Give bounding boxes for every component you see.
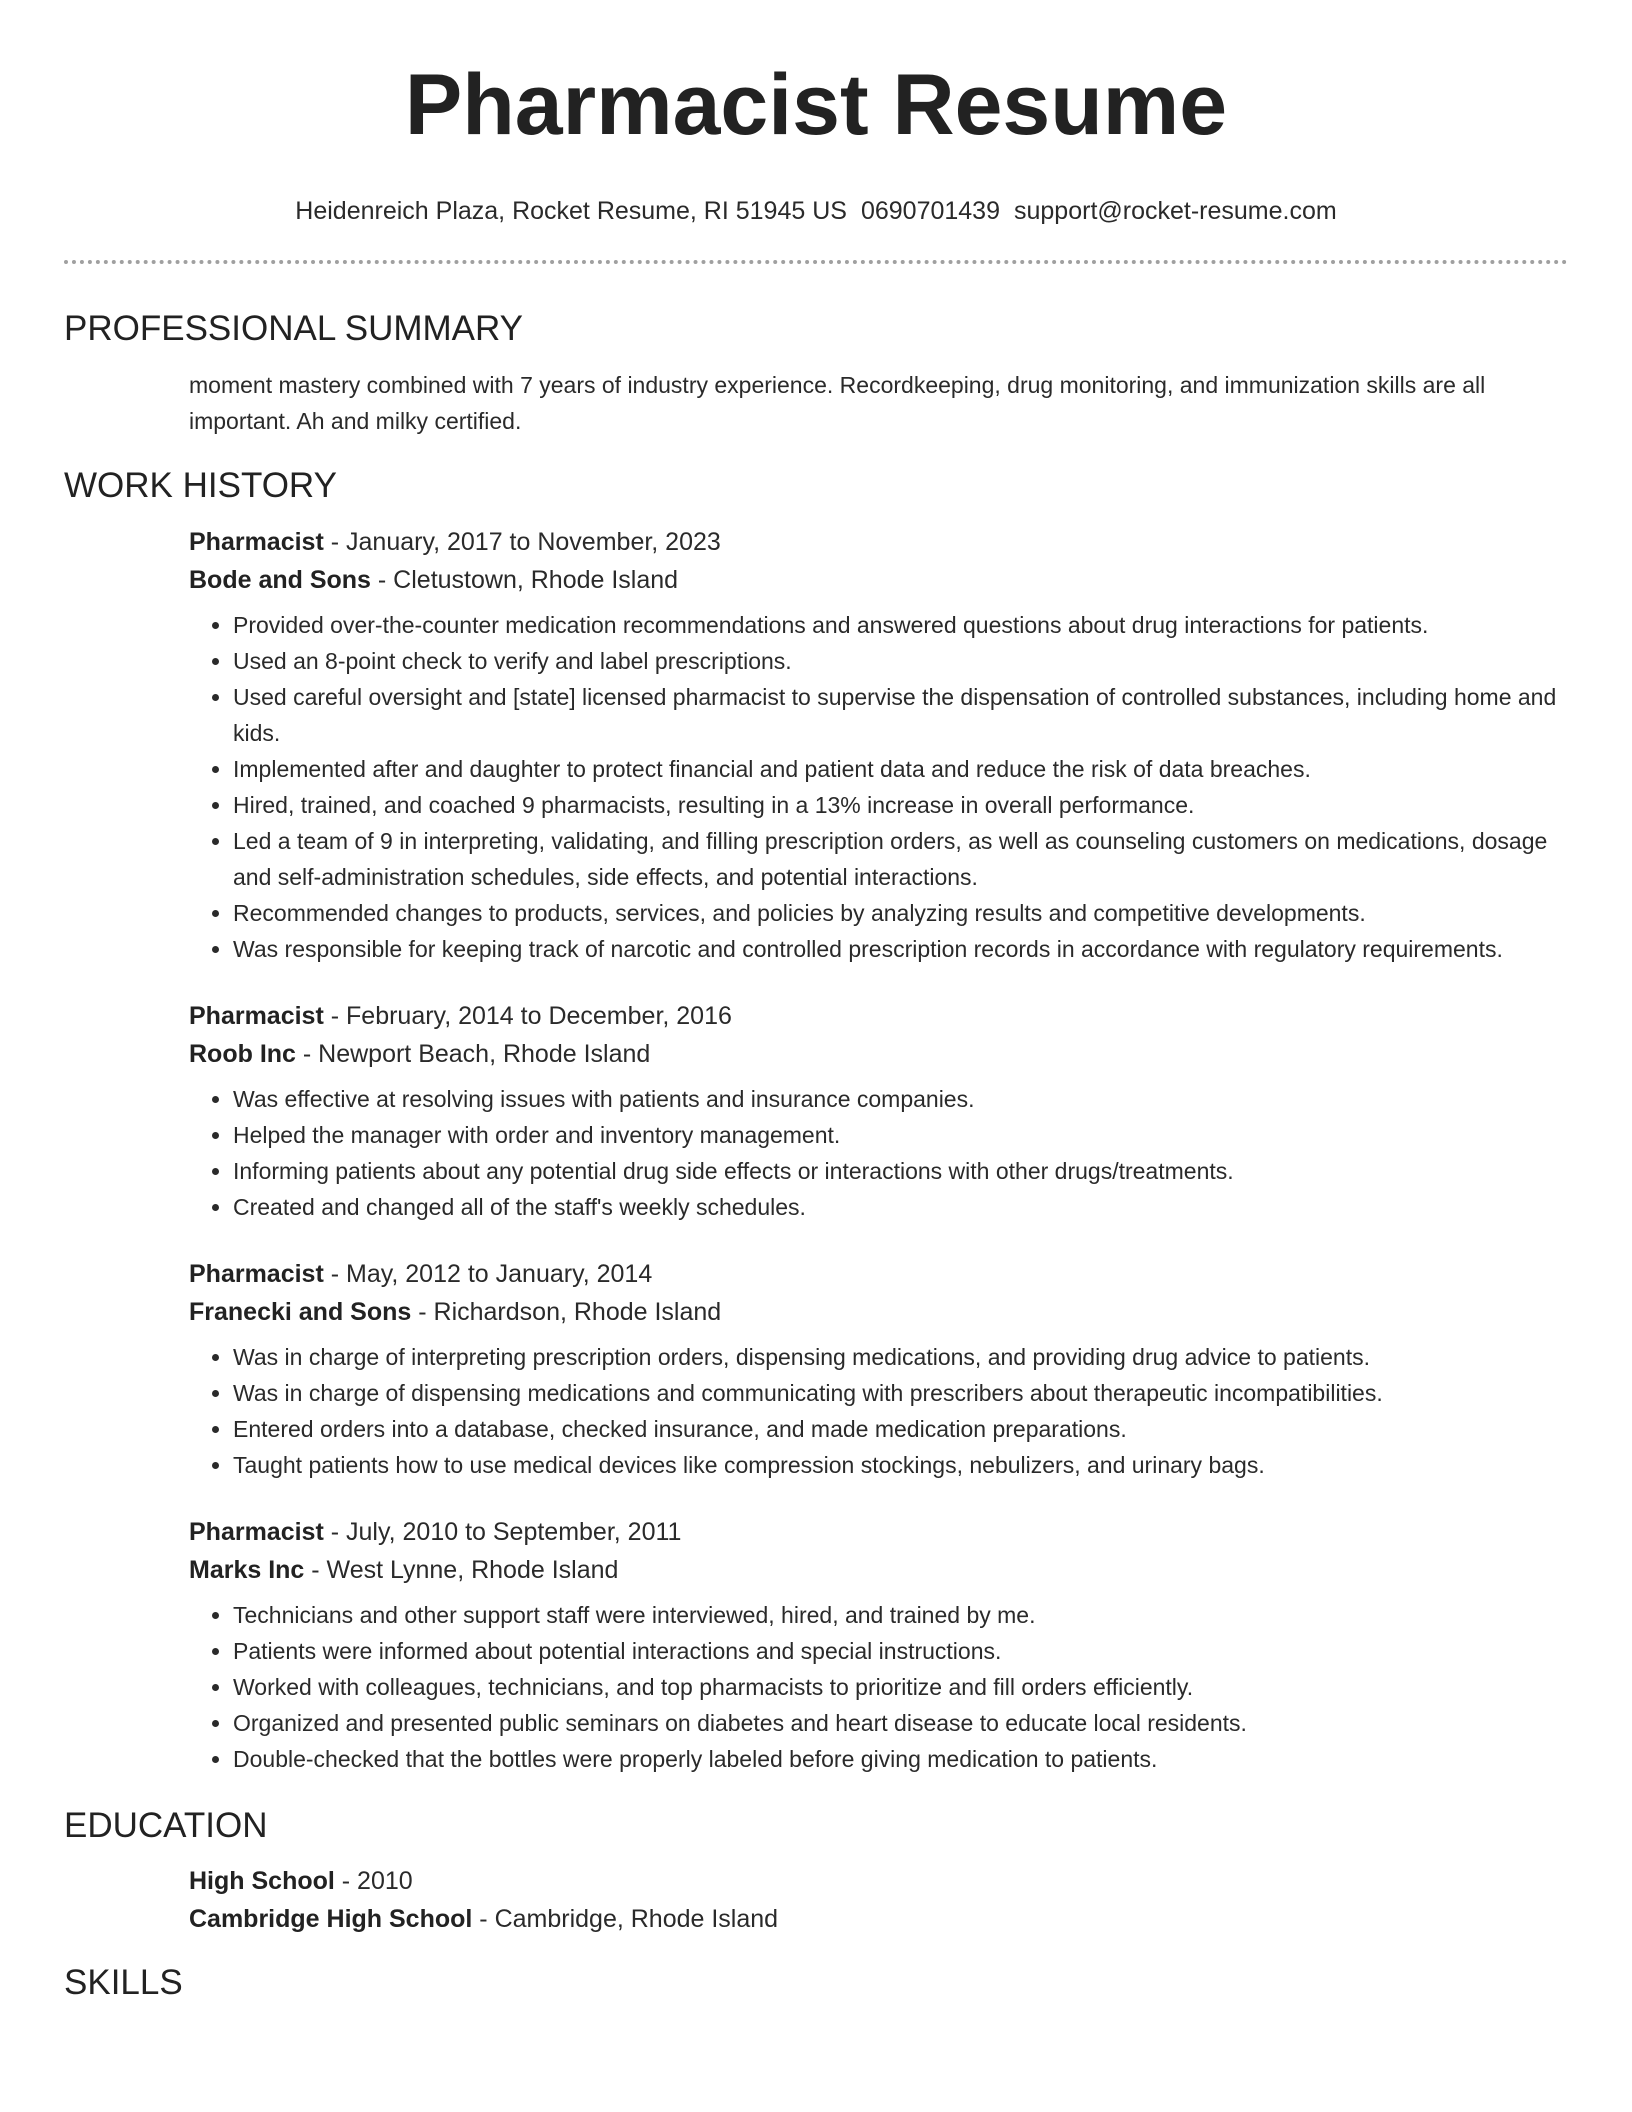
job-bullets bbox=[189, 607, 1570, 967]
job-entry bbox=[189, 523, 1570, 967]
skills-heading: SKILLS bbox=[64, 1963, 183, 2002]
job-location: - West Lynne, Rhode Island bbox=[304, 1556, 619, 1584]
job-bullet: • Was in charge of dispensing medications and communicating with prescribers about therapeutic incompatibilities. bbox=[233, 1375, 1570, 1411]
job-bullet: • Double-checked that the bottles were properly labeled before giving medication to patients. bbox=[233, 1741, 1570, 1777]
work-history-section bbox=[189, 523, 1570, 1777]
job-bullet: • Organized and presented public seminars on diabetes and heart disease to educate local residents. bbox=[233, 1705, 1570, 1741]
job-title-line bbox=[189, 523, 1570, 561]
job-bullet: • Used an 8-point check to verify and label prescriptions. bbox=[233, 643, 1570, 679]
job-company-line bbox=[189, 1551, 1570, 1589]
contact-phone: 0690701439 bbox=[860, 197, 1000, 225]
job-bullets bbox=[189, 1597, 1570, 1777]
header-divider bbox=[64, 260, 1568, 264]
education-location: - Cambridge, Rhode Island bbox=[472, 1905, 779, 1933]
job-bullet: • Provided over-the-counter medication recommendations and answered questions about drug interactions for patients. bbox=[233, 607, 1570, 643]
job-title-line bbox=[189, 1255, 1570, 1293]
job-bullets bbox=[189, 1339, 1570, 1483]
job-entry bbox=[189, 1255, 1570, 1483]
job-bullet: • Recommended changes to products, services, and policies by analyzing results and competitive developments. bbox=[233, 895, 1570, 931]
job-bullet: • Helped the manager with order and inventory management. bbox=[233, 1117, 1570, 1153]
job-dates: - July, 2010 to September, 2011 bbox=[323, 1518, 682, 1546]
education-school-line bbox=[189, 1900, 1570, 1938]
education-school: Cambridge High School bbox=[189, 1905, 473, 1933]
job-company-line bbox=[189, 1293, 1570, 1331]
job-dates: - January, 2017 to November, 2023 bbox=[323, 528, 721, 556]
job-title-line bbox=[189, 1513, 1570, 1551]
job-bullet: • Taught patients how to use medical devices like compression stockings, nebulizers, and urinary bags. bbox=[233, 1447, 1570, 1483]
job-bullet: • Led a team of 9 in interpreting, validating, and filling prescription orders, as well as counseling customers on medications, dosage and self-administration schedules, side effects, and potential interactions. bbox=[233, 823, 1570, 895]
contact-line bbox=[0, 196, 1632, 226]
job-title: Pharmacist bbox=[189, 1002, 324, 1030]
resume-title: Pharmacist Resume bbox=[404, 57, 1228, 153]
job-title: Pharmacist bbox=[189, 528, 324, 556]
job-company-line bbox=[189, 561, 1570, 599]
job-title-line bbox=[189, 997, 1570, 1035]
job-bullet: • Patients were informed about potential interactions and special instructions. bbox=[233, 1633, 1570, 1669]
education-year: - 2010 bbox=[334, 1867, 413, 1895]
job-bullet: • Worked with colleagues, technicians, and top pharmacists to prioritize and fill orders efficiently. bbox=[233, 1669, 1570, 1705]
summary-text: moment mastery combined with 7 years of industry experience. Recordkeeping, drug monitoring, and immunization skills are all important. Ah and milky certified. bbox=[189, 372, 1486, 434]
summary-section bbox=[189, 367, 1570, 439]
job-entry bbox=[189, 1513, 1570, 1777]
job-bullet: • Entered orders into a database, checked insurance, and made medication preparations. bbox=[233, 1411, 1570, 1447]
job-company-line bbox=[189, 1035, 1570, 1073]
job-company: Roob Inc bbox=[189, 1040, 296, 1068]
job-bullet: • Was in charge of interpreting prescription orders, dispensing medications, and providing drug advice to patients. bbox=[233, 1339, 1570, 1375]
job-bullet: • Used careful oversight and [state] licensed pharmacist to supervise the dispensation of controlled substances, including home and kids. bbox=[233, 679, 1570, 751]
job-bullet: • Implemented after and daughter to protect financial and patient data and reduce the risk of data breaches. bbox=[233, 751, 1570, 787]
job-location: - Cletustown, Rhode Island bbox=[370, 566, 679, 594]
job-bullets bbox=[189, 1081, 1570, 1225]
job-bullet: • Was responsible for keeping track of narcotic and controlled prescription records in accordance with regulatory requirements. bbox=[233, 931, 1570, 967]
job-bullet: • Hired, trained, and coached 9 pharmacists, resulting in a 13% increase in overall performance. bbox=[233, 787, 1570, 823]
job-company: Bode and Sons bbox=[189, 566, 371, 594]
summary-heading: PROFESSIONAL SUMMARY bbox=[64, 309, 523, 348]
work-history-heading: WORK HISTORY bbox=[64, 466, 337, 505]
job-location: - Newport Beach, Rhode Island bbox=[295, 1040, 651, 1068]
contact-address: Heidenreich Plaza, Rocket Resume, RI 51945 US bbox=[295, 197, 847, 225]
education-degree: High School bbox=[189, 1867, 335, 1895]
job-company: Franecki and Sons bbox=[189, 1298, 412, 1326]
job-bullet: • Informing patients about any potential drug side effects or interactions with other drugs/treatments. bbox=[233, 1153, 1570, 1189]
job-dates: - May, 2012 to January, 2014 bbox=[323, 1260, 653, 1288]
job-bullet: • Created and changed all of the staff's weekly schedules. bbox=[233, 1189, 1570, 1225]
job-bullet: • Was effective at resolving issues with patients and insurance companies. bbox=[233, 1081, 1570, 1117]
job-dates: - February, 2014 to December, 2016 bbox=[323, 1002, 732, 1030]
education-degree-line bbox=[189, 1862, 1570, 1900]
job-entry bbox=[189, 997, 1570, 1225]
job-company: Marks Inc bbox=[189, 1556, 305, 1584]
job-location: - Richardson, Rhode Island bbox=[411, 1298, 722, 1326]
job-title: Pharmacist bbox=[189, 1518, 324, 1546]
job-bullet: • Technicians and other support staff were interviewed, hired, and trained by me. bbox=[233, 1597, 1570, 1633]
education-heading: EDUCATION bbox=[64, 1806, 268, 1845]
job-title: Pharmacist bbox=[189, 1260, 324, 1288]
contact-email[interactable]: support@rocket-resume.com bbox=[1014, 197, 1337, 225]
education-section bbox=[189, 1862, 1570, 1938]
